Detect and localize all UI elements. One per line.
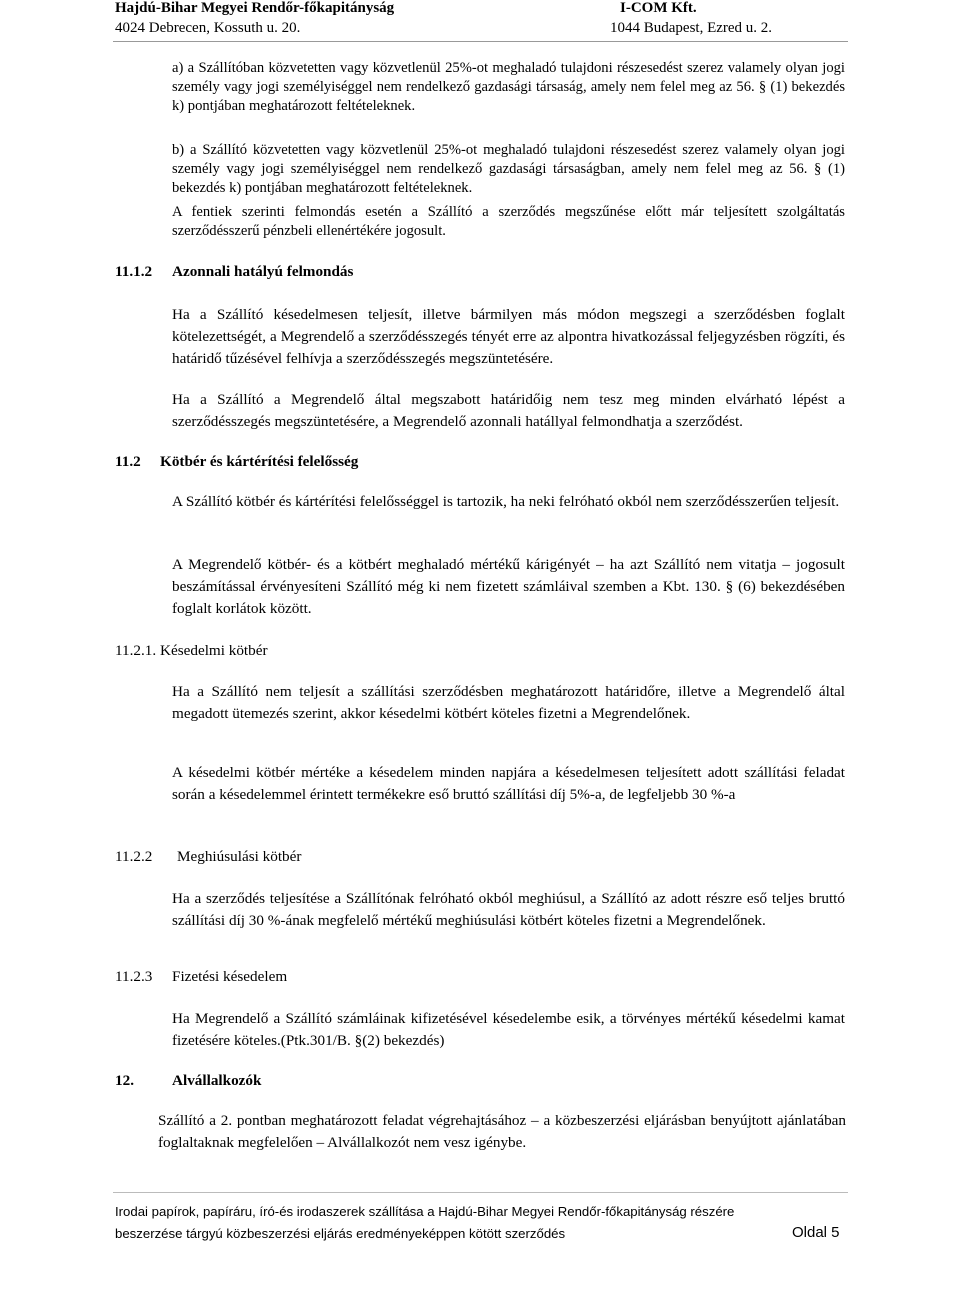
section-title-11-2-3: Fizetési késedelem: [172, 968, 288, 985]
section-number-11-2-3: 11.2.3: [115, 968, 153, 985]
section-title-11-2: Kötbér és kártérítési felelősség: [160, 453, 359, 470]
paragraph-11-2-first: A Szállító kötbér és kártérítési felelősséggel is tartozik, ha neki felróható okból nem szerződésszerűen teljesít.: [172, 493, 840, 510]
section-number-11-1-2: 11.1.2: [115, 263, 153, 280]
paragraph-a: a) a Szállítóban közvetetten vagy közvetlenül 25%-ot meghaladó tulajdoni részesedést szerez valamely olyan jogi személy vagy jogi személyiséggel nem rendelkező gazdasági társaság, amely nem felel meg az 56. § (1) bekezdés k) pontjában meghatározott feltételeknek.: [172, 60, 845, 114]
section-number-11-2: 11.2: [115, 453, 141, 470]
header-right-organization: I-COM Kft.: [620, 0, 697, 16]
header-left-address: 4024 Debrecen, Kossuth u. 20.: [115, 20, 301, 36]
paragraph-12: Szállító a 2. pontban meghatározott feladat végrehajtásához – a közbeszerzési eljárásban benyújtott ajánlatában foglaltaknak megfelelően – Alvállalkozót nem vesz igénybe.: [158, 1112, 846, 1151]
header-right-address: 1044 Budapest, Ezred u. 2.: [610, 20, 773, 36]
header-left-organization: Hajdú-Bihar Megyei Rendőr-főkapitányság: [115, 0, 395, 16]
section-heading-11-2-1: 11.2.1. Késedelmi kötbér: [115, 642, 268, 659]
footer-line-2: beszerzése tárgyú közbeszerzési eljárás eredményeképpen kötött szerződés: [115, 1226, 566, 1241]
paragraph-11-2-3: Ha Megrendelő a Szállító számláinak kifizetésével késedelembe esik, a törvényes mértékű késedelmi kamat fizetésére köteles.(Ptk.301/B. §(2) bekezdés): [172, 1010, 845, 1049]
header-divider: [113, 41, 848, 42]
footer-divider: [113, 1192, 848, 1193]
paragraph-11-2-second: A Megrendelő kötbér- és a kötbért meghaladó mértékű kárigényét – ha azt Szállító nem vitatja – jogosult beszámítással érvényesíteni Szállító még ki nem fizetett számláival szemben a Kbt. 130. § (6) bekezdésében foglalt korlátok között.: [172, 556, 845, 617]
section-title-12: Alvállalkozók: [172, 1072, 262, 1089]
page-number: Oldal 5: [792, 1224, 840, 1241]
paragraph-b-continuation: A fentiek szerinti felmondás esetén a Szállító a szerződés megszűnése előtt már teljesített szolgáltatás szerződésszerű pénzbeli ellenértékére jogosult.: [172, 204, 845, 239]
paragraph-b: b) a Szállító közvetetten vagy közvetlenül 25%-ot meghaladó tulajdoni részesedést szerez valamely olyan jogi személy vagy jogi személyiséggel nem rendelkező gazdasági társaságban, amely nem felel meg az 56. § (1) bekezdés k) pontjában meghatározott feltételeknek.: [172, 142, 845, 196]
paragraph-11-2-1-first: Ha a Szállító nem teljesít a szállítási szerződésben meghatározott határidőre, illetve a Megrendelő által megadott ütemezés szerint, akkor késedelmi kötbért köteles fizetni a Megrendelőnek.: [172, 683, 845, 722]
paragraph-11-2-1-second: A késedelmi kötbér mértéke a késedelem minden napjára a késedelmesen teljesített adott szállítási feladat során a késedelemmel érintett termékekre eső bruttó szállítási díj 5%-a, de legfeljebb 30 %-a: [172, 764, 845, 803]
footer-line-1: Irodai papírok, papíráru, író-és irodaszerek szállítása a Hajdú-Bihar Megyei Rendőr-főkapitányság részére: [115, 1204, 735, 1219]
paragraph-11-2-2: Ha a szerződés teljesítése a Szállítónak felróható okból meghiúsul, a Szállító az adott részre eső teljes bruttó szállítási díj 30 %-ának megfelelő mértékű meghiúsulási kötbért köteles fizetni a Megrendelőnek.: [172, 890, 845, 929]
section-number-11-2-2: 11.2.2: [115, 848, 153, 865]
paragraph-11-1-2-first: Ha a Szállító késedelmesen teljesít, illetve bármilyen más módon megszegi a szerződésben foglalt kötelezettségét, a Megrendelő a szerződésszegés tényét erre az alpontra hivatkozással feljegyzésben rögzíti, és határidő tűzésével felhívja a szerződésszegés megszüntetésére.: [172, 306, 845, 367]
paragraph-11-1-2-second: Ha a Szállító a Megrendelő által megszabott határidőig nem tesz meg minden elvárható lépést a szerződésszegés megszüntetésére, a Megrendelő azonnali hatállyal felmondhatja a szerződést.: [172, 391, 845, 430]
section-title-11-1-2: Azonnali hatályú felmondás: [172, 263, 354, 280]
section-title-11-2-2: Meghiúsulási kötbér: [177, 848, 302, 865]
section-number-12: 12.: [115, 1072, 134, 1089]
